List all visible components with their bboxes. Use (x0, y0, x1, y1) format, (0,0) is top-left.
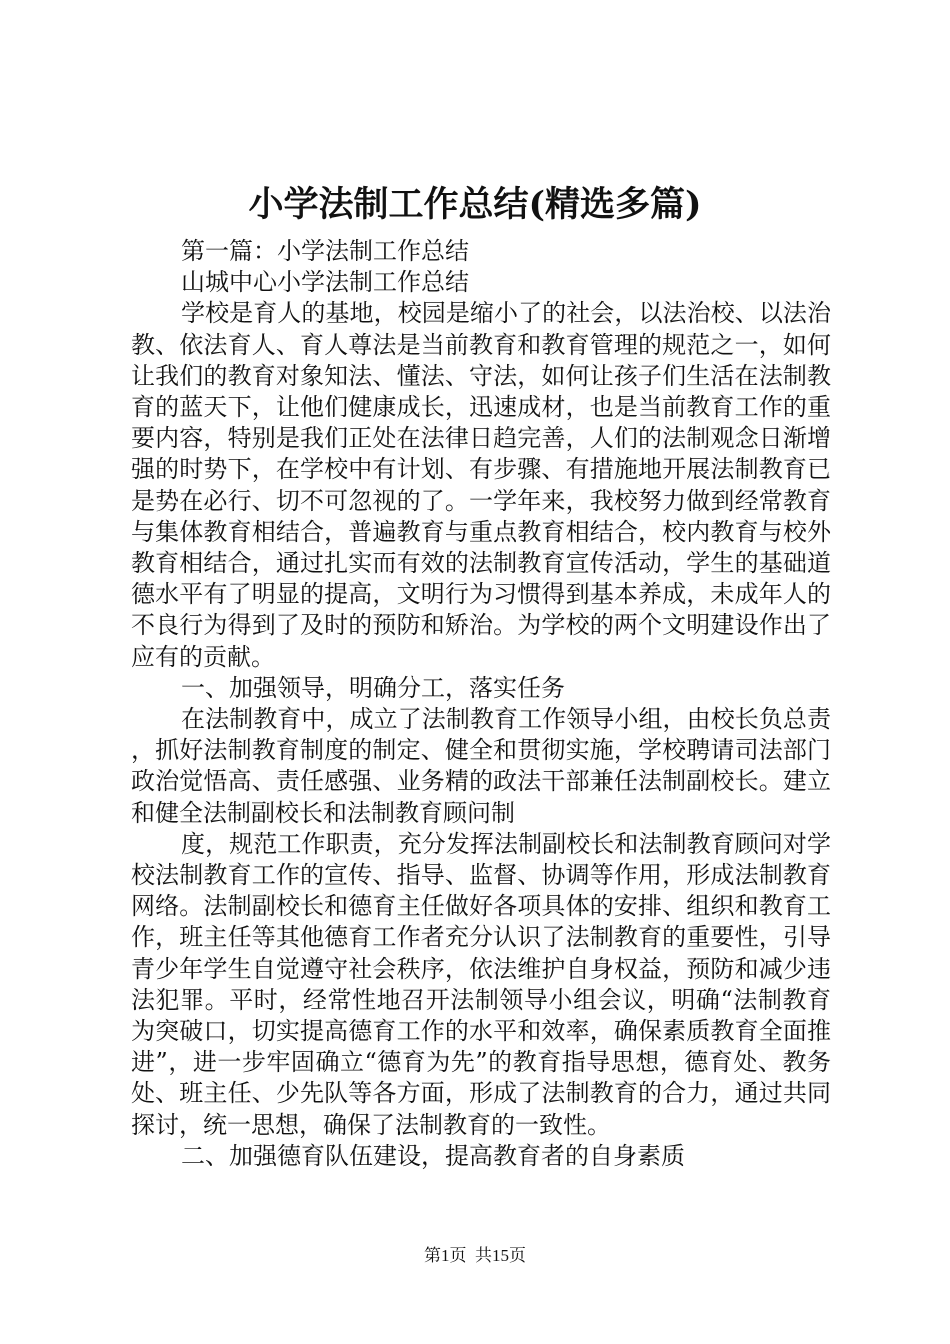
paragraph: 在法制教育中，成立了法制教育工作领导小组，由校长负总责，抓好法制教育制度的制定、健全和贯彻实施，学校聘请司法部门政治觉悟高、责任感强、业务精的政法干部兼任法制副校长。建立和健全法制副校长和法制教育顾问制 (131, 705, 831, 827)
section-heading: 一、加强领导，明确分工，落实任务 (181, 673, 565, 702)
paragraph: 学校是育人的基地，校园是缩小了的社会，以法治校、以法治教、依法育人、育人尊法是当前教育和教育管理的规范之一，如何让我们的教育对象知法、懂法、守法，如何让孩子们生活在法制教育的蓝天下，让他们健康成长，迅速成材，也是当前教育工作的重要内容，特别是我们正处在法律日趋完善，人们的法制观念日渐增强的时势下，在学校中有计划、有步骤、有措施地开展法制教育已是势在必行、切不可忽视的了。一学年来，我校努力做到经常教育与集体教育相结合，普遍教育与重点教育相结合，校内教育与校外教育相结合，通过扎实而有效的法制教育宣传活动，学生的基础道德水平有了明显的提高，文明行为习惯得到基本养成，未成年人的不良行为得到了及时的预防和矫治。为学校的两个文明建设作出了应有的贡献。 (131, 299, 831, 671)
page-total: 共15页 (475, 1246, 526, 1265)
document-body (131, 236, 831, 1172)
document-title: 小学法制工作总结(精选多篇) (248, 184, 702, 225)
section-heading: 二、加强德育队伍建设，提高教育者的自身素质 (181, 1141, 685, 1170)
paragraph: 度，规范工作职责，充分发挥法制副校长和法制教育顾问对学校法制教育工作的宣传、指导、监督、协调等作用，形成法制教育网络。法制副校长和德育主任做好各项具体的安排、组织和教育工作，班主任等其他德育工作者充分认识了法制教育的重要性，引导青少年学生自觉遵守社会秩序，依法维护自身权益，预防和减少违法犯罪。平时，经常性地召开法制领导小组会议，明确“法制教育为突破口，切实提高德育工作的水平和效率，确保素质教育全面推进”，进一步牢固确立“德育为先”的教育指导思想，德育处、教务处、班主任、少先队等各方面，形成了法制教育的合力，通过共同探讨，统一思想，确保了法制教育的一致性。 (131, 829, 831, 1139)
subtitle: 山城中心小学法制工作总结 (181, 268, 469, 297)
section-heading: 第一篇：小学法制工作总结 (181, 237, 469, 265)
page-footer (0, 1245, 950, 1267)
page-number: 第1页 (424, 1246, 467, 1265)
